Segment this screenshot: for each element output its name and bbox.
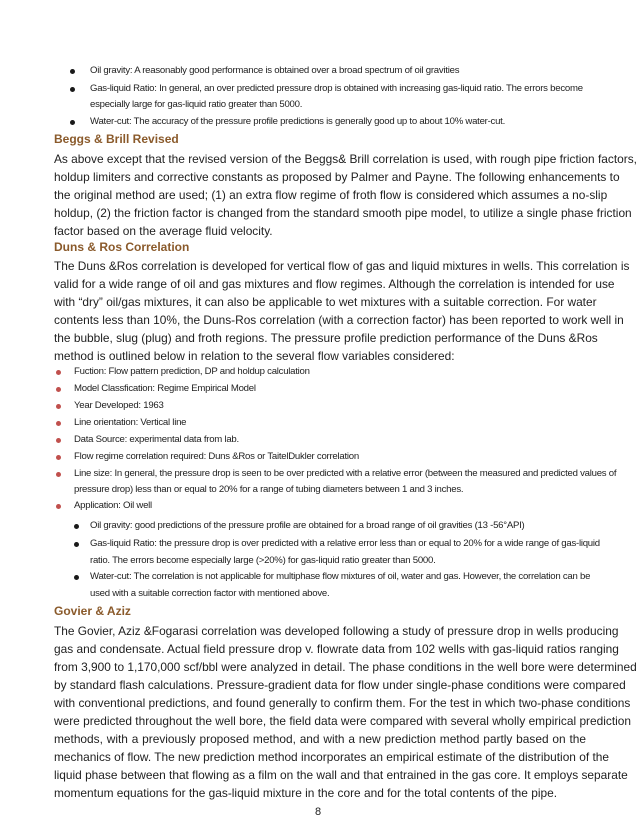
page-number: 8 [315, 806, 322, 818]
list-item: Model Classfication: Regime Empirical Model [74, 383, 256, 394]
bullet-dot-icon [70, 120, 75, 125]
section-heading: Beggs & Brill Revised [54, 132, 179, 146]
paragraph-line: The Govier, Aziz &Fogarasi correlation was developed following a study of pressure drop in wells producing [54, 624, 619, 638]
list-item: Line size: In general, the pressure drop is seen to be over predicted with a relative error (between the measured and predicted values of [74, 468, 617, 479]
paragraph-line: the bubble, slug (plug) and froth regions. The pressure profile prediction performance of the Duns &Ros [54, 331, 598, 345]
bullet-icon [56, 455, 61, 460]
list-item: Fuction: Flow pattern prediction, DP and holdup calculation [74, 366, 310, 377]
bullet-dot-icon [70, 69, 75, 74]
paragraph-line: with “dry” oil/gas mixtures, it can also be applicable to wet mixtures with a suitable correction. For water [54, 295, 597, 309]
list-item-continuation: used with a suitable correction factor with mentioned above. [90, 588, 330, 599]
paragraph-line: holdup limiters and corrective constants as proposed by Palmer and Payne. The following enhancements to [54, 170, 620, 184]
list-item-continuation: ratio. The errors become especially large (>20%) for gas-liquid ratio greater than 5000. [90, 555, 436, 566]
list-item: Water-cut: The accuracy of the pressure profile predictions is generally good up to about 10% water-cut. [90, 116, 506, 127]
paragraph-line: gas and condensate. Actual field pressure drop v. flowrate data from 102 wells with gas-liquid ratios ranging [54, 642, 619, 656]
paragraph-line: holdup, (2) the friction factor is changed from the standard smooth pipe model, to utilize a single phase friction [54, 206, 632, 220]
paragraph-line: the original method are used; (1) an extra flow regime of froth flow is considered which assumes a no-slip [54, 188, 608, 202]
paragraph-line: methods, with a previously proposed method, and with a new prediction method partly based on the [54, 732, 586, 746]
paragraph-line: The Duns &Ros correlation is developed for vertical flow of gas and liquid mixtures in wells. This correlation is [54, 259, 630, 273]
bullet-icon [56, 387, 61, 392]
list-item: Water-cut: The correlation is not applicable for multiphase flow mixtures of oil, water and gas. However, the correlation can be [90, 571, 591, 582]
bullet-icon [56, 472, 61, 477]
bullet-icon [56, 370, 61, 375]
list-item: Flow regime correlation required: Duns &Ros or TaitelDukler correlation [74, 451, 359, 462]
bullet-dot-icon [74, 524, 79, 529]
list-item: Year Developed: 1963 [74, 400, 164, 411]
paragraph-line: from 3,900 to 1,170,000 scf/bbl were analyzed in detail. The phase conditions in the well bore were determined [54, 660, 637, 674]
paragraph-line: contents less than 10%, the Duns-Ros correlation (with a correction factor) has been reported to work well in [54, 313, 624, 327]
section-heading: Govier & Aziz [54, 604, 131, 618]
list-item: Line orientation: Vertical line [74, 417, 187, 428]
bullet-icon [56, 421, 61, 426]
paragraph-line: with conventional predictions, and found generally to confirm them. For the test in which two-phase conditions [54, 696, 631, 710]
paragraph-line: factor based on the average fluid velocity. [54, 224, 273, 238]
bullet-dot-icon [74, 542, 79, 547]
section-heading: Duns & Ros Correlation [54, 240, 190, 254]
bullet-icon [56, 438, 61, 443]
paragraph-line: valid for a wide range of oil and gas mixtures and flow regimes. Although the correlation is intended for use [54, 277, 615, 291]
list-item: Oil gravity: good predictions of the pressure profile are obtained for a broad range of oil gravities (13 -56°API) [90, 520, 525, 531]
list-item: Application: Oil well [74, 500, 152, 511]
list-item: Gas-liquid Ratio: In general, an over predicted pressure drop is obtained with increasing gas-liquid ratio. The errors become [90, 83, 583, 94]
list-item-continuation: especially large for gas-liquid ratio greater than 5000. [90, 99, 303, 110]
list-item: Gas-liquid Ratio: the pressure drop is over predicted with a relative error less than or equal to 20% for a wide range of gas-liquid [90, 538, 600, 549]
bullet-icon [56, 504, 61, 509]
paragraph-line: liquid phase between that flowing as a film on the wall and that entrained in the gas core. It employs separate [54, 768, 628, 782]
list-item-continuation: pressure drop) less than or equal to 20% for a range of tubing diameters between 1 and 3 inches. [74, 484, 464, 495]
paragraph-line: As above except that the revised version of the Beggs& Brill correlation is used, with rough pipe friction factors, [54, 152, 637, 166]
paragraph-line: method is outlined below in relation to the several flow variables considered: [54, 349, 455, 363]
list-item: Data Source: experimental data from lab. [74, 434, 239, 445]
paragraph-line: mechanics of flow. The new prediction method incorporates an empirical estimate of the distribution of the [54, 750, 609, 764]
list-item: Oil gravity: A reasonably good performance is obtained over a broad spectrum of oil gravities [90, 65, 460, 76]
paragraph-line: momentum equations for the gas-liquid mixture in the core and for the total contents of the pipe. [54, 786, 557, 800]
bullet-dot-icon [70, 87, 75, 92]
bullet-dot-icon [74, 575, 79, 580]
paragraph-line: by standard flash calculations. Pressure-gradient data for flow under single-phase conditions were compared [54, 678, 626, 692]
paragraph-line: were predicted throughout the well bore, the field data were compared with several wholly empirical prediction [54, 714, 631, 728]
bullet-icon [56, 404, 61, 409]
